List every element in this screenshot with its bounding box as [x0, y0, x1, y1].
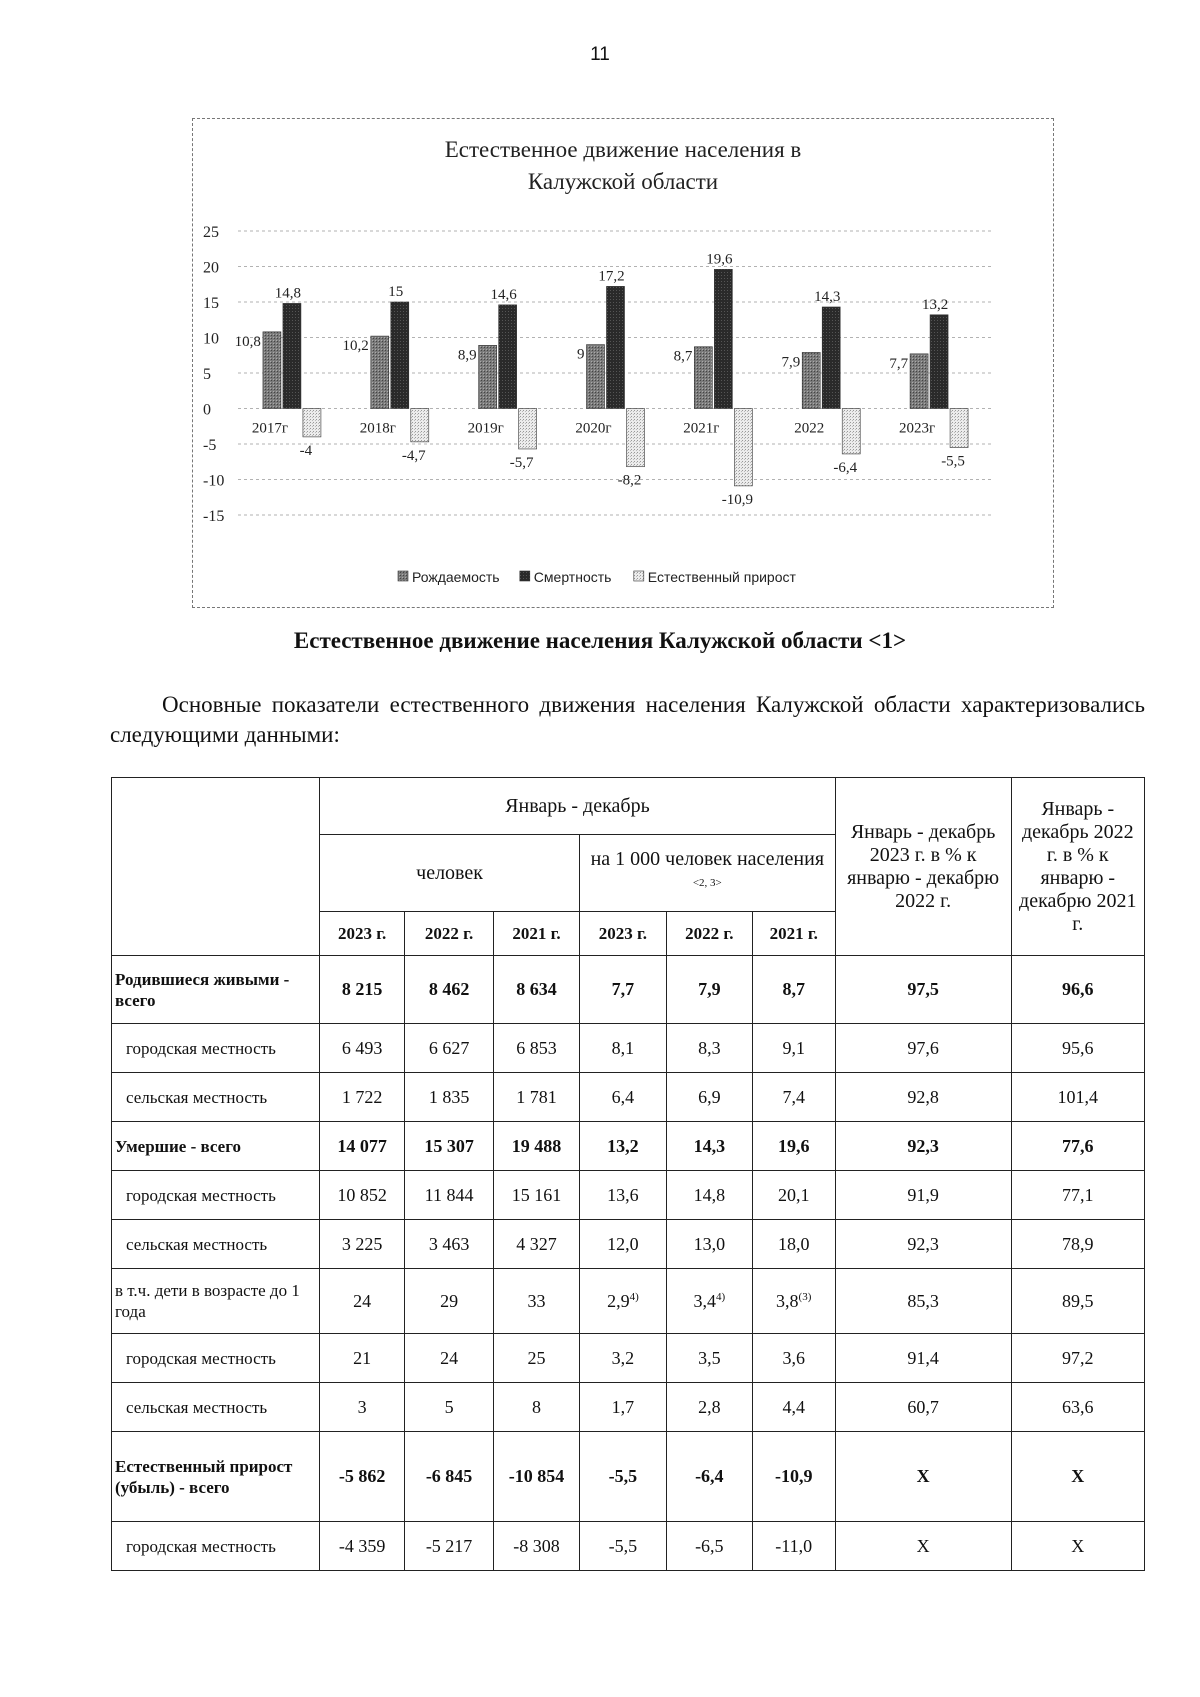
y-tick-label: 5 — [203, 366, 211, 383]
cell-value: 21 — [353, 1347, 372, 1368]
legend-swatch — [634, 571, 644, 581]
table-row — [112, 1220, 1145, 1269]
cell-value: 97,6 — [907, 1037, 939, 1058]
table-cell — [1011, 1024, 1144, 1073]
chart-title-line-1: Естественное движение населения в — [444, 137, 802, 162]
bar — [822, 307, 840, 409]
table-cell — [752, 1383, 835, 1432]
row-label: Родившиеся живыми - всего — [112, 956, 320, 1024]
table-cell — [835, 1269, 1011, 1334]
cell-value: 20,1 — [777, 1184, 810, 1205]
cell-value: 89,5 — [1062, 1290, 1094, 1311]
row-label: сельская местность — [112, 1383, 320, 1432]
table-cell — [494, 1220, 580, 1269]
cell-value: 7,7 — [611, 979, 635, 999]
cell-value: 92,8 — [907, 1086, 939, 1107]
table-cell — [666, 1522, 752, 1571]
table-cell — [405, 1522, 494, 1571]
table-cell — [666, 1432, 752, 1522]
cell-value: 96,6 — [1062, 979, 1094, 999]
table-cell — [579, 1383, 666, 1432]
table-cell — [666, 1122, 752, 1171]
cell-value: 13,2 — [607, 1135, 639, 1156]
row-label: городская местность — [112, 1171, 320, 1220]
cell-value: 8 634 — [516, 979, 557, 999]
data-label: -5,7 — [509, 454, 534, 471]
cell-value: 8 215 — [341, 979, 383, 999]
y-axis-ticks — [203, 224, 224, 525]
table-cell — [320, 1334, 405, 1383]
row-label: Естественный прирост (убыль) - всего — [112, 1432, 320, 1522]
table-cell — [752, 1522, 835, 1571]
row-label: Умершие - всего — [112, 1122, 320, 1171]
y-tick-label: -5 — [203, 437, 217, 454]
header-empty-cell — [112, 778, 320, 956]
cell-value: 85,3 — [907, 1290, 939, 1311]
data-table — [111, 777, 1145, 1571]
table-cell — [405, 1383, 494, 1432]
table-row — [112, 1269, 1145, 1334]
cell-value: 1 722 — [341, 1086, 383, 1107]
bar — [694, 347, 712, 409]
x-tick-label: 2017г — [251, 420, 289, 437]
cell-value: 24 — [353, 1290, 372, 1311]
cell-value: 1 781 — [516, 1086, 557, 1107]
table-cell — [405, 1432, 494, 1522]
legend — [398, 569, 796, 585]
data-label: 10,8 — [234, 333, 261, 350]
x-tick-label: 2023г — [898, 420, 936, 437]
page-number: 11 — [590, 44, 610, 65]
legend-label: Смертность — [533, 569, 612, 585]
table-row — [112, 1522, 1145, 1571]
bars — [235, 251, 968, 508]
bar — [499, 305, 517, 409]
row-label: сельская местность — [112, 1073, 320, 1122]
header-pct-2022: Январь - декабрь 2022 г. в % к январю - декабрю 2021 г. — [1011, 778, 1144, 956]
table-cell — [752, 1073, 835, 1122]
cell-value: 14 077 — [337, 1135, 387, 1156]
table-cell — [1011, 1220, 1144, 1269]
intro-paragraph: Основные показатели естественного движения населения Калужской области характеризовались следующими данными: — [110, 692, 1145, 747]
cell-value: -10 854 — [508, 1466, 565, 1486]
y-tick-label: 0 — [203, 401, 211, 419]
data-label: 19,6 — [706, 251, 733, 268]
cell-value: 3,6 — [782, 1347, 805, 1368]
cell-value: 2,8 — [698, 1396, 721, 1417]
cell-value: -6,4 — [695, 1466, 724, 1486]
table-cell — [835, 1334, 1011, 1383]
cell-value: 92,3 — [907, 1233, 939, 1254]
data-label: 7,9 — [781, 354, 801, 371]
data-label: 7,7 — [889, 355, 909, 372]
bar — [411, 409, 429, 442]
cell-value: X — [916, 1466, 930, 1486]
table-cell — [494, 1024, 580, 1073]
table-cell — [1011, 1334, 1144, 1383]
table-cell — [835, 1122, 1011, 1171]
data-label: -5,5 — [941, 453, 965, 470]
cell-value: 91,9 — [907, 1184, 939, 1205]
y-tick-label: 10 — [203, 330, 219, 348]
table-row — [112, 956, 1145, 1024]
cell-value: 15 161 — [511, 1184, 562, 1205]
cell-value: 13,6 — [607, 1184, 639, 1205]
table-cell — [320, 1522, 405, 1571]
table-cell — [1011, 1122, 1144, 1171]
table-cell — [494, 1334, 580, 1383]
chart-title-line-2: Калужской области — [527, 169, 719, 194]
cell-value: -10,9 — [774, 1466, 813, 1486]
table-body — [112, 956, 1145, 1571]
cell-value: X — [916, 1535, 930, 1556]
data-label: 15 — [388, 284, 404, 300]
table-cell — [579, 1122, 666, 1171]
cell-value: 14,8 — [693, 1184, 726, 1205]
table-cell — [752, 1171, 835, 1220]
cell-value: -6,5 — [695, 1535, 724, 1556]
table-cell — [1011, 1269, 1144, 1334]
header-per-1000-note: <2, 3> — [692, 876, 722, 889]
table-cell — [1011, 1073, 1144, 1122]
x-tick-label: 2018г — [359, 420, 396, 437]
cell-value: 95,6 — [1062, 1037, 1094, 1058]
table-cell — [835, 1522, 1011, 1571]
table-cell — [666, 1220, 752, 1269]
header-period: Январь - декабрь — [320, 778, 835, 835]
header-year: 2023 г. — [579, 912, 666, 956]
cell-value: 60,7 — [907, 1396, 939, 1417]
cell-value: 6,4 — [611, 1086, 635, 1107]
table-row — [112, 1122, 1145, 1171]
cell-value: 91,4 — [907, 1347, 939, 1368]
cell-value: 33 — [527, 1290, 546, 1311]
x-tick-label: 2022 — [794, 420, 825, 437]
row-label: сельская местность — [112, 1220, 320, 1269]
x-tick-label: 2020г — [575, 420, 612, 437]
bar — [714, 269, 732, 408]
bar — [371, 336, 389, 408]
cell-value: 77,1 — [1062, 1184, 1094, 1205]
row-label: городская местность — [112, 1334, 320, 1383]
table-cell — [579, 1334, 666, 1383]
header-year: 2022 г. — [666, 912, 752, 956]
table-cell — [579, 1269, 666, 1334]
cell-value: 11 844 — [424, 1184, 474, 1205]
table-cell — [835, 1024, 1011, 1073]
bar — [802, 352, 820, 408]
data-label: -10,9 — [721, 491, 753, 508]
table-cell — [752, 1122, 835, 1171]
bar — [627, 409, 645, 467]
y-tick-label: -10 — [203, 472, 225, 490]
bar — [283, 303, 301, 408]
data-label: 14,3 — [814, 288, 841, 305]
x-tick-label: 2021г — [683, 420, 720, 437]
table-cell — [405, 956, 494, 1024]
cell-value: 8,3 — [698, 1037, 721, 1058]
bar-chart — [193, 119, 1053, 607]
cell-value: 7,9 — [698, 979, 721, 999]
cell-value: 63,6 — [1062, 1396, 1094, 1417]
header-per-1000-text: на 1 000 человек населения — [590, 847, 825, 870]
table-cell — [579, 1073, 666, 1122]
bar — [734, 409, 752, 486]
table-cell — [1011, 1383, 1144, 1432]
table-cell — [579, 1220, 666, 1269]
table-cell — [579, 1432, 666, 1522]
cell-value: 101,4 — [1057, 1086, 1099, 1107]
table-cell — [666, 1383, 752, 1432]
table-cell — [320, 1122, 405, 1171]
data-label: -4,7 — [401, 447, 426, 464]
cell-value: 4,4 — [782, 1396, 805, 1417]
cell-value: 3 463 — [428, 1233, 470, 1254]
table-row — [112, 1432, 1145, 1522]
y-tick-label: 20 — [203, 259, 219, 277]
cell-value: 8,7 — [782, 979, 805, 999]
cell-value: 6 853 — [516, 1037, 557, 1058]
chart-container — [192, 118, 1054, 608]
cell-value: -4 359 — [338, 1535, 386, 1556]
table-cell — [666, 1073, 752, 1122]
table-cell — [835, 1220, 1011, 1269]
x-tick-label: 2019г — [467, 420, 504, 437]
cell-value: -5 217 — [425, 1535, 473, 1556]
table-cell — [405, 1122, 494, 1171]
cell-value: 97,5 — [907, 979, 939, 999]
cell-value: 15 307 — [424, 1135, 474, 1156]
header-pct-2023: Январь - декабрь 2023 г. в % к январю - декабрю 2022 г. — [835, 778, 1011, 956]
table-cell — [752, 1269, 835, 1334]
bar — [950, 409, 968, 448]
cell-value: -5,5 — [608, 1466, 638, 1486]
table-cell — [320, 1220, 405, 1269]
table-cell — [579, 956, 666, 1024]
cell-value: 3,5 — [698, 1347, 721, 1368]
data-label: 17,2 — [598, 268, 625, 285]
legend-label: Естественный прирост — [647, 569, 796, 585]
table-cell — [320, 1073, 405, 1122]
legend-swatch — [520, 571, 530, 581]
cell-value: 12,0 — [607, 1233, 639, 1254]
bar — [842, 409, 860, 454]
table-cell — [666, 1269, 752, 1334]
header-per-1000 — [579, 835, 835, 912]
footnote-mark: 4) — [715, 1290, 726, 1303]
table-cell — [405, 1024, 494, 1073]
table-cell — [494, 956, 580, 1024]
cell-value: 3,4 — [693, 1290, 716, 1311]
table-cell — [752, 956, 835, 1024]
bar — [587, 345, 605, 409]
table-cell — [494, 1171, 580, 1220]
cell-value: X — [1071, 1466, 1085, 1486]
data-label: -4 — [299, 442, 313, 459]
cell-value: 78,9 — [1062, 1233, 1094, 1254]
table-cell — [666, 956, 752, 1024]
footnote-mark: (3) — [798, 1290, 812, 1303]
cell-value: 92,3 — [907, 1135, 939, 1156]
cell-value: -11,0 — [775, 1535, 813, 1556]
footnote-mark: 4) — [629, 1290, 639, 1303]
table-cell — [579, 1024, 666, 1073]
table-cell — [666, 1024, 752, 1073]
table-cell — [835, 956, 1011, 1024]
table-cell — [1011, 1171, 1144, 1220]
bar — [519, 409, 537, 449]
table-cell — [579, 1522, 666, 1571]
header-persons: человек — [320, 835, 580, 912]
bar — [263, 332, 281, 409]
row-label: городская местность — [112, 1024, 320, 1073]
table-cell — [835, 1171, 1011, 1220]
table-row — [112, 1334, 1145, 1383]
table-cell — [320, 1383, 405, 1432]
header-year: 2022 г. — [405, 912, 494, 956]
table-cell — [405, 1269, 494, 1334]
table-cell — [494, 1073, 580, 1122]
cell-value: 19,6 — [777, 1135, 810, 1156]
table-cell — [1011, 956, 1144, 1024]
data-label: 14,6 — [490, 286, 517, 303]
bar — [910, 354, 928, 409]
bar — [930, 315, 948, 409]
table-cell — [320, 1269, 405, 1334]
cell-value: 18,0 — [777, 1233, 810, 1254]
table-cell — [752, 1432, 835, 1522]
bar — [607, 286, 625, 408]
data-label: -6,4 — [833, 459, 858, 476]
legend-label: Рождаемость — [412, 569, 500, 585]
bar — [479, 345, 497, 408]
table-cell — [666, 1334, 752, 1383]
cell-value: -5 862 — [338, 1466, 386, 1486]
table-cell — [405, 1334, 494, 1383]
bar — [391, 302, 409, 409]
header-year: 2023 г. — [320, 912, 405, 956]
cell-value: 7,4 — [782, 1086, 805, 1107]
cell-value: 6 627 — [428, 1037, 470, 1058]
cell-value: 4 327 — [516, 1233, 557, 1254]
table-row — [112, 1171, 1145, 1220]
table-cell — [494, 1383, 580, 1432]
cell-value: 8 — [531, 1396, 541, 1417]
table-cell — [405, 1220, 494, 1269]
data-label: 8,7 — [673, 348, 693, 365]
table-cell — [752, 1220, 835, 1269]
table-cell — [494, 1269, 580, 1334]
cell-value: 1,7 — [611, 1396, 635, 1417]
table-cell — [494, 1522, 580, 1571]
cell-value: 6,9 — [698, 1086, 721, 1107]
table-cell — [835, 1073, 1011, 1122]
table-cell — [320, 1024, 405, 1073]
cell-value: 10 852 — [337, 1184, 387, 1205]
section-heading: Естественное движение населения Калужской области <1> — [293, 628, 907, 653]
cell-value: 3 225 — [341, 1233, 383, 1254]
table-cell — [405, 1171, 494, 1220]
table-cell — [405, 1073, 494, 1122]
table-cell — [752, 1024, 835, 1073]
data-label: 10,2 — [342, 338, 369, 355]
data-label: 13,2 — [921, 296, 949, 313]
table-cell — [835, 1383, 1011, 1432]
cell-value: 3 — [357, 1396, 367, 1417]
row-label: в т.ч. дети в возрасте до 1 года — [112, 1269, 320, 1334]
header-year: 2021 г. — [494, 912, 580, 956]
legend-swatch — [398, 571, 408, 581]
cell-value: 19 488 — [511, 1135, 562, 1156]
table-cell — [320, 956, 405, 1024]
cell-value: 25 — [527, 1347, 546, 1368]
table-row — [112, 1024, 1145, 1073]
cell-value: X — [1071, 1535, 1085, 1556]
table-row — [112, 1383, 1145, 1432]
table-cell — [320, 1432, 405, 1522]
bar — [303, 409, 321, 437]
cell-value: 97,2 — [1062, 1347, 1094, 1368]
data-label: -8,2 — [617, 472, 642, 489]
cell-value: 5 — [444, 1396, 454, 1417]
cell-value: 14,3 — [693, 1135, 726, 1156]
cell-value: 13,0 — [693, 1233, 726, 1254]
table-cell — [752, 1334, 835, 1383]
cell-value: 77,6 — [1062, 1135, 1094, 1156]
table-cell — [579, 1171, 666, 1220]
table-cell — [666, 1171, 752, 1220]
y-tick-label: 25 — [203, 224, 219, 241]
table-cell — [494, 1432, 580, 1522]
table-cell — [320, 1171, 405, 1220]
table-cell — [494, 1122, 580, 1171]
row-label: городская местность — [112, 1522, 320, 1571]
header-year: 2021 г. — [752, 912, 835, 956]
cell-value: 9,1 — [782, 1037, 805, 1058]
cell-value: 8 462 — [428, 979, 470, 999]
data-label: 9 — [577, 346, 585, 363]
data-label: 14,8 — [274, 285, 302, 302]
cell-value: 8,1 — [611, 1037, 635, 1058]
table-cell — [1011, 1432, 1144, 1522]
cell-value: 2,9 — [607, 1290, 630, 1311]
data-label: 8,9 — [457, 347, 477, 364]
table-row — [112, 1073, 1145, 1122]
cell-value: -8 308 — [513, 1535, 560, 1556]
cell-value: -5,5 — [608, 1535, 638, 1556]
cell-value: 1 835 — [428, 1086, 470, 1107]
y-tick-label: -15 — [203, 508, 225, 525]
y-tick-label: 15 — [203, 295, 219, 312]
cell-value: 29 — [440, 1290, 459, 1311]
cell-value: -6 845 — [425, 1466, 473, 1486]
cell-value: 3,8 — [776, 1290, 799, 1311]
table-cell — [1011, 1522, 1144, 1571]
cell-value: 6 493 — [341, 1037, 383, 1058]
cell-value: 24 — [440, 1347, 459, 1368]
cell-value: 3,2 — [611, 1347, 635, 1368]
table-cell — [835, 1432, 1011, 1522]
